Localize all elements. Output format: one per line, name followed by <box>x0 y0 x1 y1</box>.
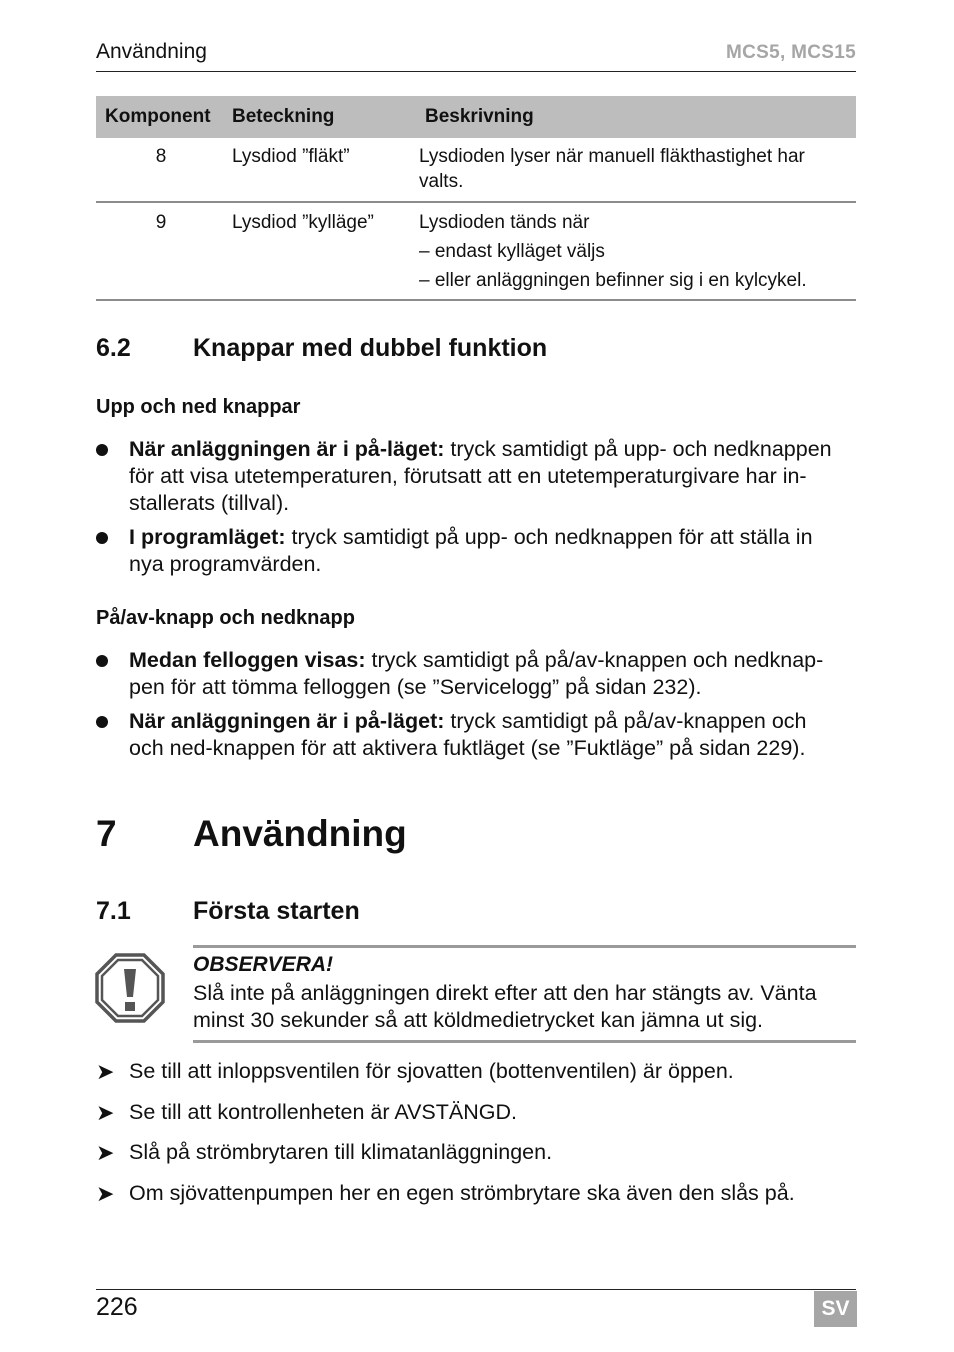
table-cell-description <box>419 144 856 201</box>
section-number: 6.2 <box>96 334 131 362</box>
subsection-heading: Upp och ned knappar <box>96 396 301 418</box>
bullet-text: tryck samtidigt på upp- och nedknappen för att ställa in <box>285 525 813 549</box>
table-header-row <box>96 96 856 138</box>
list-item <box>96 1180 866 1207</box>
bullet-lead: När anläggningen är i på-läget: <box>129 709 445 733</box>
bullet-dot-icon <box>96 655 108 667</box>
description-line: Lysdioden tänds när <box>419 212 590 233</box>
running-header-model: MCS5, MCS15 <box>725 42 856 63</box>
list-item <box>96 708 858 762</box>
language-badge: SV <box>814 1291 857 1327</box>
running-header-title: Användning <box>96 40 207 63</box>
chapter-title: Användning <box>193 813 407 854</box>
table-cell-description <box>419 210 856 299</box>
table-header-cell: Beskrivning <box>425 106 534 127</box>
section-title: Knappar med dubbel funktion <box>193 334 548 362</box>
table-cell-name: Lysdiod ”fläkt” <box>232 146 350 167</box>
footer-divider <box>96 1289 856 1290</box>
bullet-lead: När anläggningen är i på-läget: <box>129 437 445 461</box>
table-cell-number: 8 <box>155 146 167 167</box>
description-line: – endast kylläget väljs <box>419 241 605 262</box>
step-text: Se till att inloppsventilen för sjovatten (bottenventilen) är öppen. <box>129 1059 734 1083</box>
subsection-heading: På/av-knapp och nedknapp <box>96 607 355 629</box>
bullet-lead: I programläget: <box>129 525 286 549</box>
bullet-dot-icon <box>96 716 108 728</box>
description-line: – eller anläggningen befinner sig i en kylcykel. <box>419 270 807 291</box>
list-item <box>96 1139 866 1166</box>
list-item <box>96 1099 866 1126</box>
bullet-text: tryck samtidigt på upp- och nedknappen <box>444 437 832 461</box>
bullet-text: tryck samtidigt på på/av-knappen och nedknap- <box>365 648 824 672</box>
exclamation-octagon-icon <box>95 953 165 1023</box>
bullet-text: tryck samtidigt på på/av-knappen och <box>444 709 807 733</box>
component-table <box>96 96 856 301</box>
arrow-right-icon: ➤ <box>96 1059 115 1084</box>
page-number: 226 <box>96 1293 138 1321</box>
note-line: minst 30 sekunder så att köldmedietrycket kan jämna ut sig. <box>193 1008 764 1032</box>
header-divider <box>96 71 856 72</box>
note-bottom-rule <box>193 1040 856 1043</box>
table-cell-number: 9 <box>155 212 167 233</box>
step-text: Se till att kontrollenheten är AVSTÄNGD. <box>129 1100 517 1124</box>
description-line: valts. <box>419 171 464 192</box>
description-line: Lysdioden lyser när manuell fläkthastighet har <box>419 146 805 167</box>
note-line: Slå inte på anläggningen direkt efter att den har stängts av. Vänta <box>193 981 817 1005</box>
bullet-dot-icon <box>96 532 108 544</box>
bullet-text: nya programvärden. <box>129 552 322 576</box>
chapter-number: 7 <box>96 813 117 854</box>
note-title: OBSERVERA! <box>193 953 334 976</box>
step-text: Om sjövattenpumpen her en egen strömbrytare ska även den slås på. <box>129 1181 795 1205</box>
bullet-text: för att visa utetemperaturen, förutsatt att en utetemperaturgivare har in- <box>129 464 807 488</box>
note-text <box>193 980 856 1034</box>
note-top-rule <box>193 945 856 948</box>
arrow-right-icon: ➤ <box>96 1100 115 1125</box>
bullet-text: och ned-knappen för att aktivera fuktläget (se ”Fuktläge” på sidan 229). <box>129 736 806 760</box>
bullet-dot-icon <box>96 444 108 456</box>
arrow-right-icon: ➤ <box>96 1181 115 1206</box>
arrow-right-icon: ➤ <box>96 1140 115 1165</box>
table-header-cell: Beteckning <box>232 106 335 127</box>
bullet-lead: Medan felloggen visas: <box>129 648 366 672</box>
table-row <box>96 203 856 301</box>
list-item <box>96 647 858 701</box>
bullet-text: pen för att tömma felloggen (se ”Servicelogg” på sidan 232). <box>129 675 702 699</box>
step-text: Slå på strömbrytaren till klimatanläggningen. <box>129 1140 553 1164</box>
list-item <box>96 1058 866 1085</box>
table-cell-name: Lysdiod ”kylläge” <box>232 212 374 233</box>
table-header-cell: Komponent <box>105 106 211 127</box>
list-item <box>96 436 858 517</box>
table-row <box>96 138 856 203</box>
section-number: 7.1 <box>96 897 131 925</box>
bullet-text: stallerats (tillval). <box>129 491 290 515</box>
list-item <box>96 524 858 578</box>
section-title: Första starten <box>193 897 360 925</box>
